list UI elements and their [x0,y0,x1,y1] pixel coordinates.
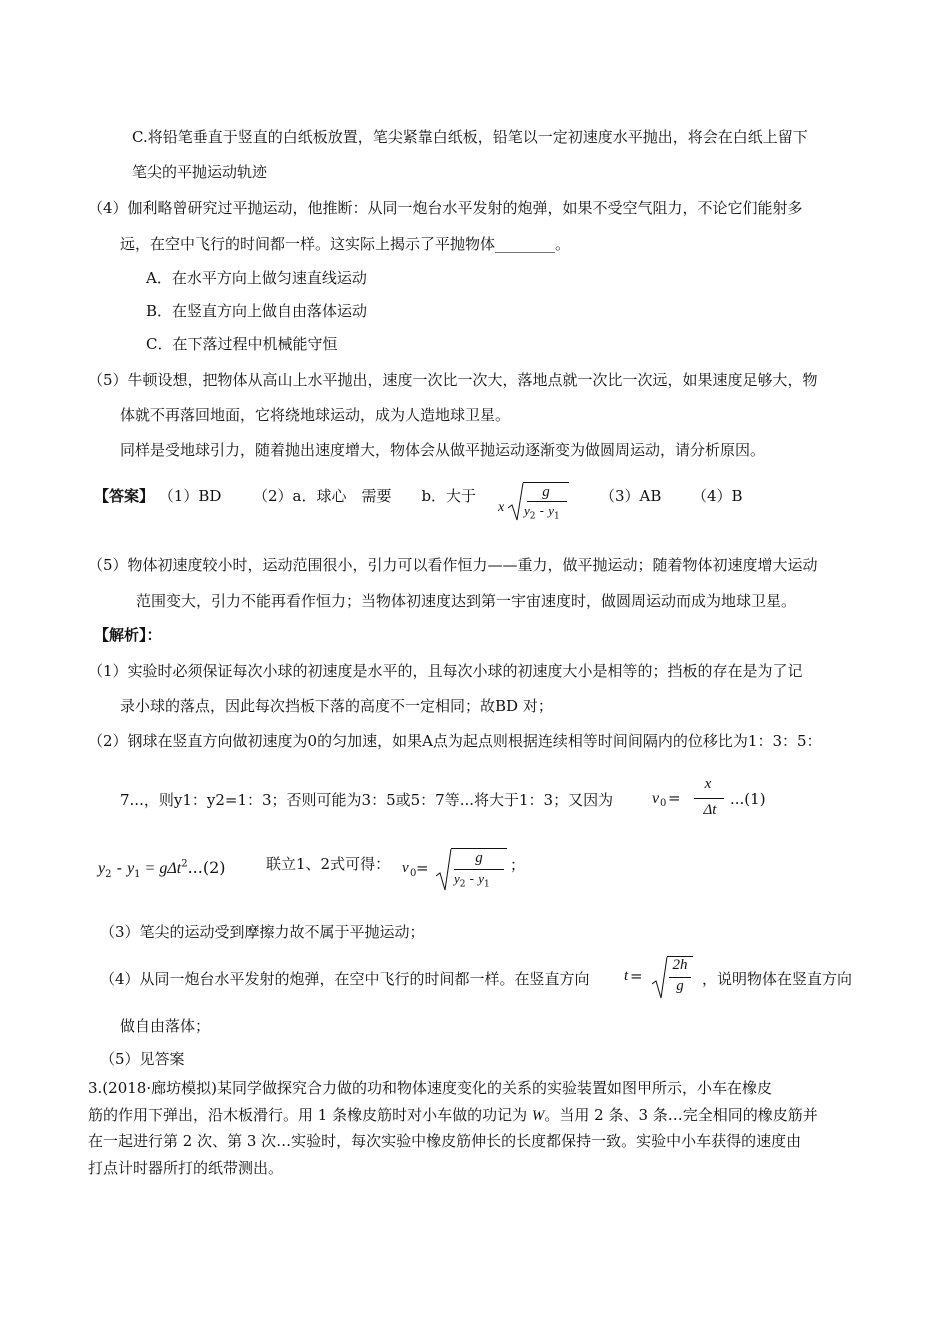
eq3: v 0 = g $y_2 - y_1$ ； [402,850,526,890]
q5-line2: 体就不再落回地面，它将绕地球运动，成为人造地球卫星。 [120,406,511,424]
answer-part5-line2: 范围变大，引力不能再看作恒力；当物体初速度达到第一宇宙速度时，做圆周运动而成为地球卫星。 [136,592,797,610]
analysis-s3: （3）笔尖的运动受到摩擦力故不属于平抛运动； [100,923,425,941]
combine-text: 联立1、2式可得： [266,855,391,873]
answer-part4: （4）B [692,487,743,505]
eq4: t = 2h g [624,954,704,1000]
q4-option-a: A．在水平方向上做匀速直线运动 [146,269,367,287]
eq1: v 0 = x Δt ...(1) [652,776,766,818]
eq2: $y_2 - y_1 = g\Delta t^2...(2)$ [98,858,226,881]
q4-line2: 远，在空中飞行的时间都一样。这实际上揭示了平抛物体________。 [120,235,571,253]
analysis-s2-line1: （2）钢球在竖直方向做初速度为0的匀加速，如果A点为起点则根据连续相等时间间隔内的位移比为1：3：5： [88,732,822,750]
q1-option-c-line2: 笔尖的平抛运动轨迹 [132,163,268,181]
analysis-s4-b: ，说明物体在竖直方向 [702,970,853,988]
sqrt-sign [508,482,524,522]
formula-g: g [542,484,550,500]
analysis-label: 【解析】： [94,626,162,644]
answer-label: 【答案】 [94,487,155,505]
analysis-s1-line1: （1）实验时必须保证每次小球的初速度是水平的，且每次小球的初速度大小是相等的；挡板的存在是为了记 [88,662,803,680]
formula-denominator: $y_2 - y_1$ [524,503,560,522]
answer-part5-line1: （5）物体初速度较小时，运动范围很小，引力可以看作恒力——重力，做平抛运动；随着物体初速度增大运动 [88,556,818,574]
analysis-s2-line2: 7...，则y1：y2=1：3；否则可能为3：5或5：7等...将大于1：3；又因为 [120,791,614,809]
q3-line3: 在一起进行第 2 次、第 3 次…实验时，每次实验中橡皮筋伸长的长度都保持一致。实验中小车获得的速度由 [88,1132,802,1150]
answer-part1: （1）BD [158,487,222,505]
analysis-s5: （5）见答案 [100,1050,185,1068]
analysis-s1-line2: 录小球的落点，因此每次挡板下落的高度不一定相同；故BD 对； [120,697,553,715]
q4-option-c: C．在下落过程中机械能守恒 [146,335,338,353]
answer-part3: （3）AB [600,487,662,505]
q5-line3: 同样是受地球引力，随着抛出速度增大，物体会从做平抛运动逐渐变为做圆周运动，请分析原因。 [120,441,766,459]
q1-option-c-line1: C.将铅笔垂直于竖直的白纸板放置，笔尖紧靠白纸板，铅笔以一定初速度水平抛出，将会在白纸上留下 [132,128,808,146]
q5-line1: （5）牛顿设想，把物体从高山上水平抛出，速度一次比一次大，落地点就一次比一次远，如果速度足够大，物 [88,371,818,389]
answer-line [94,486,476,506]
q4-option-b: B．在竖直方向上做自由落体运动 [146,302,368,320]
formula-x: x [498,500,505,515]
q3-line2: 筋的作用下弹出，沿木板滑行。用 1 条橡皮筋时对小车做的功记为 W。当用 2 条、3 条…完全相同的橡皮筋并 [88,1106,818,1124]
analysis-s4-line2: 做自由落体； [120,1017,211,1035]
q4-line1: （4）伽利略曾研究过平抛运动，他推断：从同一炮台水平发射的炮弹，如果不受空气阻力，不论它们能射多 [88,199,803,217]
q3-line1: 3.(2018·廊坊模拟)某同学做探究合力做的功和物体速度变化的关系的实验装置如图甲所示，小车在橡皮 [88,1079,772,1097]
q3-line4: 打点计时器所打的纸带测出。 [88,1159,284,1177]
analysis-s4-a: （4）从同一炮台水平发射的炮弹，在空中飞行的时间都一样。在竖直方向 [100,970,590,988]
answer-part2: （2）a．球心 需要 b．大于 [252,487,477,505]
